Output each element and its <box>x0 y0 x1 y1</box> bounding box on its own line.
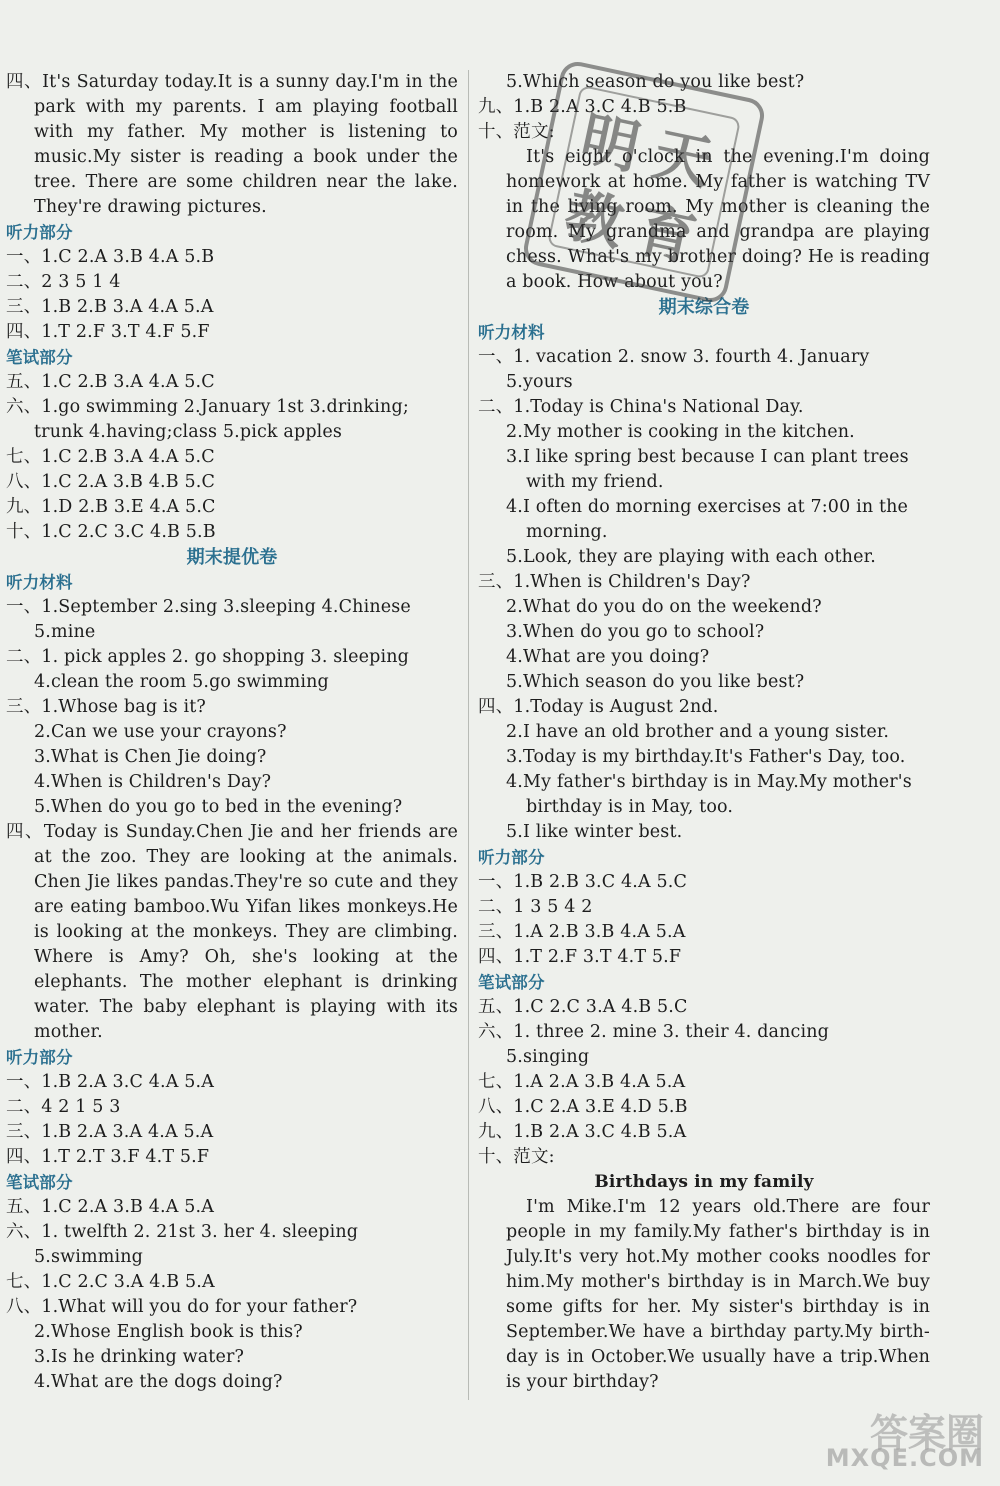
text-line: 二、1.Today is China's National Day. <box>478 397 804 417</box>
section-heading: 听力材料 <box>6 573 73 592</box>
text-line: 五、1.C 2.A 3.B 4.A 5.A <box>6 1197 215 1217</box>
text-line: 三、1.B 2.A 3.A 4.A 5.A <box>6 1122 214 1142</box>
text-line: is your birthday? <box>506 1372 659 1392</box>
text-line: Chen Jie likes pandas.They're so cute and they <box>34 872 458 892</box>
text-line: 七、1.C 2.C 3.A 4.B 5.A <box>6 1272 215 1292</box>
watermark-url: MXQE.COM <box>825 1444 984 1472</box>
text-line: 5.Which season do you like best? <box>506 672 805 692</box>
text-line: 3.Today is my birthday.It's Father's Day, too. <box>506 747 906 767</box>
text-line: 一、1. vacation 2. snow 3. fourth 4. January <box>478 347 870 367</box>
text-line: park with my parents. I am playing football <box>34 97 458 117</box>
text-line: day is in October.We usually have a trip.When <box>506 1347 930 1367</box>
text-line: 四、Today is Sunday.Chen Jie and her friends are <box>6 822 458 842</box>
text-line: 四、1.Today is August 2nd. <box>478 697 719 717</box>
text-line: 一、1.September 2.sing 3.sleeping 4.Chinese <box>6 597 411 617</box>
text-line: 4.What are you doing? <box>506 647 710 667</box>
text-line: 4.I often do morning exercises at 7:00 in the <box>506 497 909 517</box>
text-line: music.My sister is reading a book under the <box>34 147 458 167</box>
text-line: September.We have a birthday party.My birth- <box>506 1322 930 1342</box>
text-line: 十、1.C 2.C 3.C 4.B 5.B <box>6 522 216 542</box>
text-line: 十、范文: <box>478 1147 555 1167</box>
text-line: birthday is in May, too. <box>526 797 734 817</box>
text-line: 三、1.When is Children's Day? <box>478 572 751 592</box>
text-line: with my friend. <box>526 472 664 492</box>
text-line: I'm Mike.I'm 12 years old.There are four <box>526 1197 930 1217</box>
text-line: July.It's very hot.My mother cooks noodles for <box>506 1247 930 1267</box>
text-line: 三、1.A 2.B 3.B 4.A 5.A <box>478 922 686 942</box>
text-line: 二、4 2 1 5 3 <box>6 1097 121 1117</box>
text-line: 4.My father's birthday is in May.My mother's <box>506 772 912 792</box>
text-line: 二、2 3 5 1 4 <box>6 272 121 292</box>
text-line: people in my family.My father's birthday is in <box>506 1222 930 1242</box>
text-line: 五、1.C 2.C 3.A 4.B 5.C <box>478 997 688 1017</box>
text-line: 5.Which season do you like best? <box>506 72 805 92</box>
column-divider <box>468 70 469 1400</box>
text-line: 八、1.C 2.A 3.B 4.B 5.C <box>6 472 216 492</box>
text-line: 七、1.A 2.A 3.B 4.A 5.A <box>478 1072 686 1092</box>
section-heading: 听力材料 <box>478 323 545 342</box>
text-line: 4.clean the room 5.go swimming <box>34 672 329 692</box>
text-line: 八、1.C 2.A 3.E 4.D 5.B <box>478 1097 688 1117</box>
text-line: 二、1 3 5 4 2 <box>478 897 593 917</box>
text-line: 六、1. three 2. mine 3. their 4. dancing <box>478 1022 830 1042</box>
text-line: 十、范文: <box>478 122 555 142</box>
text-line: 一、1.B 2.B 3.C 4.A 5.C <box>478 872 688 892</box>
text-line: water. The baby elephant is playing with its <box>34 997 458 1017</box>
text-line: 九、1.B 2.A 3.C 4.B 5.A <box>478 1122 687 1142</box>
text-line: 2.My mother is cooking in the kitchen. <box>506 422 855 442</box>
text-line: 三、1.B 2.B 3.A 4.A 5.A <box>6 297 214 317</box>
text-line: It's eight o'clock in the evening.I'm doing <box>526 147 930 167</box>
stamp-seal <box>521 59 768 306</box>
text-line: 5.I like winter best. <box>506 822 683 842</box>
text-line: elephants. The mother elephant is drinking <box>34 972 458 992</box>
watermark-logo: 答案圈 <box>869 1411 984 1455</box>
section-title: Birthdays in my family <box>594 1172 814 1192</box>
text-line: 八、1.What will you do for your father? <box>6 1297 358 1317</box>
text-line: 3.When do you go to school? <box>506 622 765 642</box>
stamp-char: 育 <box>631 195 702 275</box>
text-line: 5.When do you go to bed in the evening? <box>34 797 403 817</box>
section-title: 期末综合卷 <box>658 297 750 318</box>
section-heading: 笔试部分 <box>6 1173 73 1192</box>
stamp-char: 教 <box>558 180 630 259</box>
text-line: 2.Whose English book is this? <box>34 1322 303 1342</box>
text-line: a book. How about you? <box>506 272 723 292</box>
watermark <box>784 1402 984 1472</box>
text-line: 五、1.C 2.B 3.A 4.A 5.C <box>6 372 215 392</box>
text-line: 5.singing <box>506 1047 590 1067</box>
text-line: 九、1.B 2.A 3.C 4.B 5.B <box>478 97 687 117</box>
text-line: him.My mother's birthday is in March.We buy <box>506 1272 930 1292</box>
section-heading: 笔试部分 <box>6 348 73 367</box>
section-heading: 听力部分 <box>6 223 73 242</box>
text-line: 四、1.T 2.T 3.F 4.T 5.F <box>6 1147 210 1167</box>
text-line: 5.swimming <box>34 1247 144 1267</box>
text-line: mother. <box>34 1022 103 1042</box>
text-line: at the zoo. They are looking at the animals. <box>34 847 458 867</box>
text-line: 4.What are the dogs doing? <box>34 1372 283 1392</box>
text-line: in the living room. My mother is cleaning the <box>506 197 930 217</box>
text-line: 3.What is Chen Jie doing? <box>34 747 267 767</box>
text-line: room. My grandma and grandpa are playing <box>506 222 930 242</box>
text-line: 四、It's Saturday today.It is a sunny day.I'm in the <box>6 72 458 92</box>
text-line: 三、1.Whose bag is it? <box>6 697 206 717</box>
text-line: 4.When is Children's Day? <box>34 772 272 792</box>
text-line: 3.Is he drinking water? <box>34 1347 245 1367</box>
text-line: 九、1.D 2.B 3.E 4.A 5.C <box>6 497 216 517</box>
text-line: 四、1.T 2.F 3.T 4.T 5.F <box>478 947 682 967</box>
text-line: 5.mine <box>34 622 96 642</box>
text-line: 七、1.C 2.B 3.A 4.A 5.C <box>6 447 215 467</box>
text-line: with my father. My mother is listening to <box>34 122 458 142</box>
text-line: 四、1.T 2.F 3.T 4.F 5.F <box>6 322 210 342</box>
text-line: 5.yours <box>506 372 573 392</box>
text-line: trunk 4.having;class 5.pick apples <box>34 422 343 442</box>
stamp-char: 天 <box>647 119 719 198</box>
text-line: tree. There are some children near the lake. <box>34 172 458 192</box>
text-line: morning. <box>526 522 608 542</box>
section-heading: 听力部分 <box>478 848 545 867</box>
stamp-char: 明 <box>574 103 646 183</box>
text-line: 2.Can we use your crayons? <box>34 722 287 742</box>
text-line: 二、1. pick apples 2. go shopping 3. sleeping <box>6 647 410 667</box>
text-line: are eating bamboo.Wu Yifan likes monkeys.He <box>34 897 458 917</box>
text-line: 5.Look, they are playing with each other. <box>506 547 876 567</box>
text-line: 六、1. twelfth 2. 21st 3. her 4. sleeping <box>6 1222 359 1242</box>
left-column <box>6 70 458 1395</box>
text-line: 3.I like spring best because I can plant trees <box>506 447 909 467</box>
section-heading: 听力部分 <box>6 1048 73 1067</box>
text-line: 2.What do you do on the weekend? <box>506 597 822 617</box>
section-heading: 笔试部分 <box>478 973 545 992</box>
text-line: chess. What's my brother doing? He is reading <box>506 247 930 267</box>
text-line: 六、1.go swimming 2.January 1st 3.drinking; <box>6 397 409 417</box>
section-title: 期末提优卷 <box>186 547 278 568</box>
text-line: is looking at the monkeys. They are climbing. <box>34 922 458 942</box>
text-line: homework at home. My father is watching TV <box>506 172 930 192</box>
text-line: Where is Amy? Oh, she's looking at the <box>34 947 458 967</box>
text-line: They're drawing pictures. <box>34 197 267 217</box>
text-line: some gifts for her. My sister's birthday is in <box>506 1297 930 1317</box>
text-line: 一、1.C 2.A 3.B 4.A 5.B <box>6 247 215 267</box>
text-line: 2.I have an old brother and a young sister. <box>506 722 890 742</box>
text-line: 一、1.B 2.A 3.C 4.A 5.A <box>6 1072 215 1092</box>
